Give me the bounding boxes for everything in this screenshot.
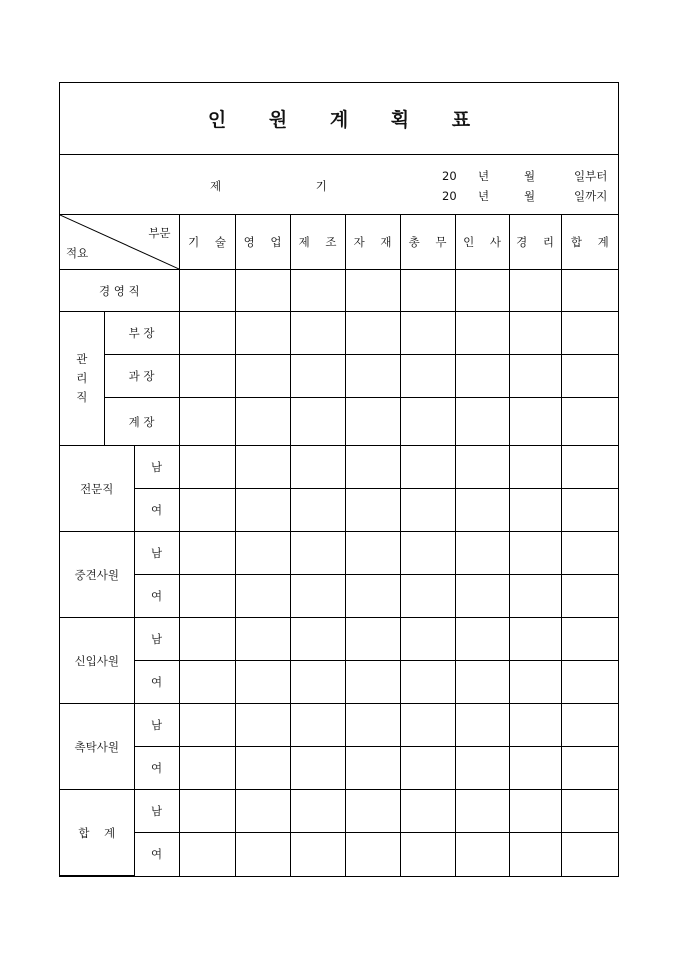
data-cell[interactable]	[345, 270, 400, 312]
data-cell[interactable]	[455, 270, 509, 312]
column-header: 총 무	[400, 215, 455, 270]
data-cell[interactable]	[290, 790, 345, 833]
data-cell[interactable]	[455, 747, 509, 790]
period-row	[60, 155, 618, 215]
data-cell[interactable]	[561, 618, 618, 661]
data-cell[interactable]	[235, 747, 290, 790]
data-cell[interactable]	[455, 398, 509, 446]
data-cell[interactable]	[290, 833, 345, 876]
data-cell[interactable]	[179, 747, 235, 790]
data-cell[interactable]	[345, 704, 400, 747]
data-cell[interactable]	[345, 833, 400, 876]
data-cell[interactable]	[179, 355, 235, 398]
data-cell[interactable]	[345, 747, 400, 790]
row-label-group: 전문직	[60, 446, 134, 532]
data-cell[interactable]	[561, 575, 618, 618]
gender-label: 여	[134, 747, 179, 790]
data-cell[interactable]	[561, 833, 618, 876]
row-label-group: 신입사원	[60, 618, 134, 704]
column-header: 자 재	[345, 215, 400, 270]
row-label-group: 중견사원	[60, 532, 134, 618]
data-cell[interactable]	[290, 446, 345, 489]
data-cell[interactable]	[345, 355, 400, 398]
data-cell[interactable]	[561, 355, 618, 398]
row-sublabel: 계 장	[104, 398, 179, 446]
data-cell[interactable]	[235, 704, 290, 747]
corner-bottom-label: 적요	[66, 246, 89, 260]
column-header: 인 사	[455, 215, 509, 270]
data-cell[interactable]	[400, 704, 455, 747]
data-cell[interactable]	[455, 532, 509, 575]
data-cell[interactable]	[235, 661, 290, 704]
gender-label: 남	[134, 446, 179, 489]
data-cell[interactable]	[179, 618, 235, 661]
data-cell[interactable]	[400, 661, 455, 704]
data-cell[interactable]	[179, 704, 235, 747]
data-cell[interactable]	[561, 532, 618, 575]
data-cell[interactable]	[455, 489, 509, 532]
data-cell[interactable]	[290, 661, 345, 704]
gender-label: 남	[134, 704, 179, 747]
column-header: 기 술	[179, 215, 235, 270]
data-cell[interactable]	[179, 790, 235, 833]
period-label: 제 기	[210, 179, 327, 193]
data-cell[interactable]	[455, 312, 509, 355]
data-cell[interactable]	[561, 489, 618, 532]
data-cell[interactable]	[400, 618, 455, 661]
data-cell[interactable]	[179, 489, 235, 532]
to-day-unit: 일까지	[574, 189, 608, 203]
data-cell[interactable]	[455, 618, 509, 661]
from-day-unit: 일부터	[574, 169, 608, 183]
data-cell[interactable]	[509, 747, 561, 790]
data-cell[interactable]	[235, 446, 290, 489]
data-cell[interactable]	[179, 446, 235, 489]
data-cell[interactable]	[400, 489, 455, 532]
row-label-management: 관 리 직	[60, 312, 104, 446]
data-cell[interactable]	[290, 270, 345, 312]
data-cell[interactable]	[179, 270, 235, 312]
data-cell[interactable]	[345, 446, 400, 489]
gender-label: 여	[134, 833, 179, 876]
data-cell[interactable]	[235, 489, 290, 532]
data-cell[interactable]	[561, 790, 618, 833]
data-cell[interactable]	[561, 661, 618, 704]
data-cell[interactable]	[345, 618, 400, 661]
data-cell[interactable]	[400, 790, 455, 833]
column-header: 합 계	[561, 215, 618, 270]
data-cell[interactable]	[290, 532, 345, 575]
data-cell[interactable]	[400, 270, 455, 312]
data-cell[interactable]	[235, 790, 290, 833]
plan-table	[60, 215, 618, 876]
data-cell[interactable]	[400, 355, 455, 398]
data-cell[interactable]	[290, 704, 345, 747]
data-cell[interactable]	[290, 355, 345, 398]
row-label-group: 촉탁사원	[60, 704, 134, 790]
data-cell[interactable]	[290, 398, 345, 446]
data-cell[interactable]	[290, 618, 345, 661]
from-month-unit: 월	[524, 169, 536, 183]
data-cell[interactable]	[235, 833, 290, 876]
data-cell[interactable]	[290, 575, 345, 618]
data-cell[interactable]	[509, 489, 561, 532]
data-cell[interactable]	[455, 355, 509, 398]
data-cell[interactable]	[455, 833, 509, 876]
data-cell[interactable]	[235, 312, 290, 355]
data-cell[interactable]	[179, 398, 235, 446]
data-cell[interactable]	[455, 446, 509, 489]
row-sublabel: 과 장	[104, 355, 179, 398]
gender-label: 남	[134, 618, 179, 661]
from-year-unit: 년	[478, 169, 490, 183]
data-cell[interactable]	[345, 312, 400, 355]
data-cell[interactable]	[455, 790, 509, 833]
column-header: 영 업	[235, 215, 290, 270]
data-cell[interactable]	[400, 575, 455, 618]
data-cell[interactable]	[290, 312, 345, 355]
data-cell[interactable]	[561, 446, 618, 489]
data-cell[interactable]	[561, 312, 618, 355]
data-cell[interactable]	[179, 661, 235, 704]
data-cell[interactable]	[235, 270, 290, 312]
data-cell[interactable]	[290, 747, 345, 790]
data-cell[interactable]	[345, 575, 400, 618]
data-cell[interactable]	[400, 747, 455, 790]
data-cell[interactable]	[509, 790, 561, 833]
gender-label: 여	[134, 575, 179, 618]
data-cell[interactable]	[509, 532, 561, 575]
data-cell[interactable]	[235, 575, 290, 618]
data-cell[interactable]	[509, 661, 561, 704]
data-cell[interactable]	[345, 790, 400, 833]
form-title: 인 원 계 획 표	[60, 83, 618, 155]
data-cell[interactable]	[179, 575, 235, 618]
data-cell[interactable]	[345, 661, 400, 704]
data-cell[interactable]	[400, 532, 455, 575]
column-header: 경 리	[509, 215, 561, 270]
data-cell[interactable]	[509, 833, 561, 876]
row-label-group: 합 계	[60, 790, 134, 876]
data-cell[interactable]	[509, 355, 561, 398]
data-cell[interactable]	[509, 398, 561, 446]
period-dates	[442, 166, 607, 206]
gender-label: 남	[134, 532, 179, 575]
data-cell[interactable]	[345, 489, 400, 532]
row-sublabel: 부 장	[104, 312, 179, 355]
corner-cell	[60, 215, 179, 270]
gender-label: 여	[134, 489, 179, 532]
data-cell[interactable]	[235, 532, 290, 575]
personnel-plan-form	[59, 82, 619, 877]
data-cell[interactable]	[455, 575, 509, 618]
from-year[interactable]: 20	[442, 169, 457, 183]
data-cell[interactable]	[235, 398, 290, 446]
gender-label: 남	[134, 790, 179, 833]
data-cell[interactable]	[400, 446, 455, 489]
date-from	[442, 166, 607, 186]
data-cell[interactable]	[400, 312, 455, 355]
data-cell[interactable]	[400, 398, 455, 446]
data-cell[interactable]	[345, 532, 400, 575]
data-cell[interactable]	[455, 704, 509, 747]
data-cell[interactable]	[179, 532, 235, 575]
data-cell[interactable]	[561, 747, 618, 790]
column-header: 제 조	[290, 215, 345, 270]
data-cell[interactable]	[561, 270, 618, 312]
date-to	[442, 186, 607, 206]
data-cell[interactable]	[400, 833, 455, 876]
row-label-executive: 경 영 직	[60, 270, 179, 312]
corner-top-label: 부문	[148, 226, 171, 240]
data-cell[interactable]	[235, 355, 290, 398]
gender-label: 여	[134, 661, 179, 704]
data-cell[interactable]	[561, 398, 618, 446]
data-cell[interactable]	[179, 833, 235, 876]
data-cell[interactable]	[509, 704, 561, 747]
data-cell[interactable]	[235, 618, 290, 661]
to-year-unit: 년	[478, 189, 490, 203]
data-cell[interactable]	[179, 312, 235, 355]
data-cell[interactable]	[290, 489, 345, 532]
data-cell[interactable]	[455, 661, 509, 704]
data-cell[interactable]	[509, 312, 561, 355]
to-year[interactable]: 20	[442, 189, 457, 203]
data-cell[interactable]	[345, 398, 400, 446]
data-cell[interactable]	[561, 704, 618, 747]
data-cell[interactable]	[509, 575, 561, 618]
to-month-unit: 월	[524, 189, 536, 203]
data-cell[interactable]	[509, 270, 561, 312]
data-cell[interactable]	[509, 618, 561, 661]
data-cell[interactable]	[509, 446, 561, 489]
